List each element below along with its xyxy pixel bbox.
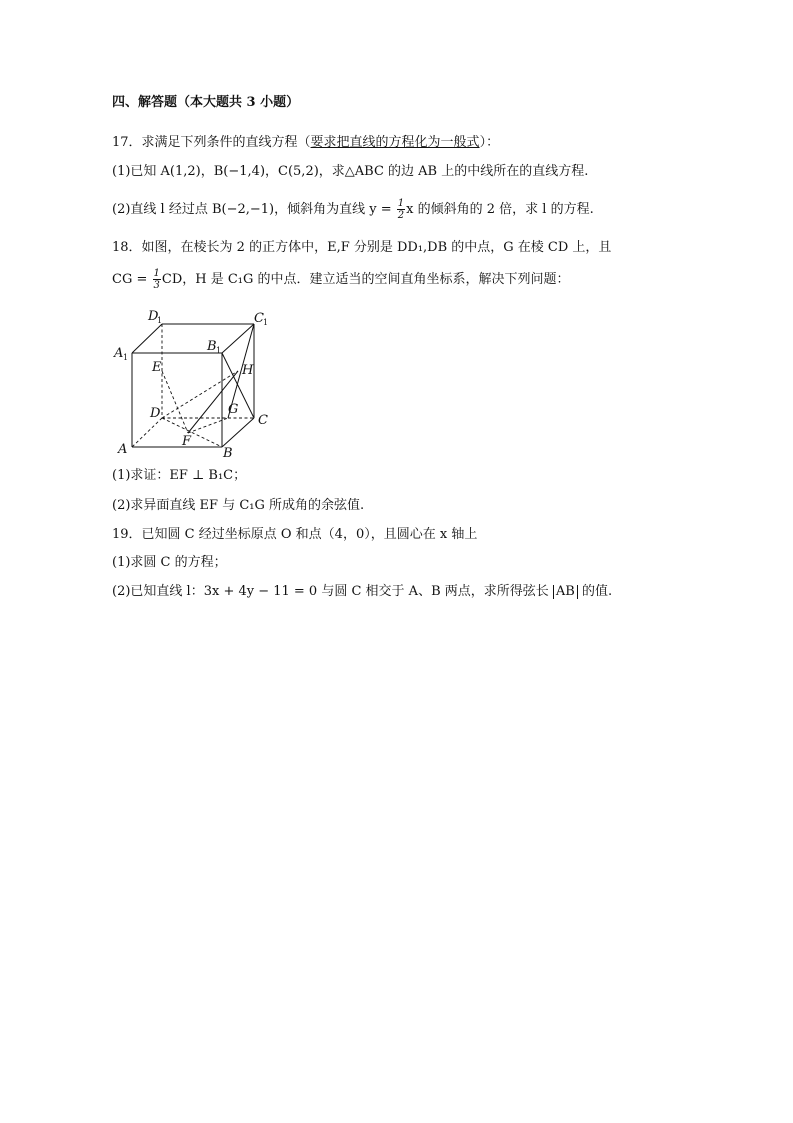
label-b1: B	[207, 339, 217, 354]
label-a1-sub: 1	[123, 353, 129, 362]
edge-d-a-hidden	[132, 418, 162, 447]
q18-fraction	[153, 268, 161, 291]
q18-line2	[112, 268, 570, 291]
q18-part2: (2)求异面直线 EF 与 C₁G 所成角的余弦值.	[112, 498, 365, 513]
q17-part1: (1)已知 A(1,2)，B(−1,4)，C(5,2)，求△ABC 的边 AB 上的中线所在的直线方程.	[112, 164, 589, 179]
label-c: C	[258, 413, 268, 428]
label-d1-sub: 1	[157, 316, 163, 325]
q19-stem: 19．已知圆 C 经过坐标原点 O 和点（4，0），且圆心在 x 轴上	[112, 527, 478, 542]
diagonal-d-b	[162, 418, 222, 447]
q17-suffix: ）：	[479, 135, 500, 150]
q18-line2-after: CD，H 是 C₁G 的中点．建立适当的空间直角坐标系，解决下列问题：	[161, 272, 570, 287]
label-e: E	[152, 360, 162, 375]
label-d1: D	[148, 309, 159, 324]
label-h: H	[242, 363, 254, 378]
section-heading: 四、解答题（本大题共 3 小题）	[112, 95, 300, 110]
q17-fraction	[397, 198, 405, 221]
edge-c1-b1	[222, 324, 254, 353]
q17-part2-after: x 的倾斜角的 2 倍，求 l 的方程.	[406, 202, 594, 217]
edge-c-b	[222, 418, 254, 447]
q19-part2-before: (2)已知直线 l：3x + 4y − 11 = 0 与圆 C 相交于 A、B 两点，求所得弦长	[112, 584, 553, 599]
segment-e-f	[162, 371, 188, 433]
q19-chord-length: AB	[553, 585, 578, 599]
label-c1: C	[254, 311, 264, 326]
label-c1-sub: 1	[263, 318, 269, 327]
q19-part2-after: 的值.	[577, 584, 613, 599]
q19-part1: (1)求圆 C 的方程；	[112, 555, 227, 570]
label-d: D	[150, 406, 161, 421]
q19-part2	[112, 582, 612, 602]
q18-fraction-denominator: 3	[153, 280, 160, 291]
label-f: F	[182, 434, 192, 449]
q18-line2-before: CG =	[112, 272, 152, 287]
segment-d-h	[162, 371, 238, 418]
edge-a1-d1	[132, 324, 162, 353]
q17-underlined-requirement: 要求把直线的方程化为一般式	[310, 135, 480, 150]
q18-part1: (1)求证：EF ⊥ B₁C；	[112, 468, 247, 483]
label-a: A	[118, 442, 128, 457]
q17-prefix: 17．求满足下列条件的直线方程（	[112, 135, 311, 150]
q17-fraction-denominator: 2	[397, 210, 405, 221]
cube-figure	[110, 305, 280, 461]
label-b: B	[223, 446, 233, 461]
q17-stem	[112, 133, 499, 153]
q17-fraction-numerator: 1	[397, 198, 405, 209]
q17-part2	[112, 198, 594, 221]
q18-fraction-numerator: 1	[153, 268, 160, 279]
label-b1-sub: 1	[216, 346, 222, 355]
label-a1: A	[114, 346, 124, 361]
label-g: G	[228, 402, 239, 417]
q17-part2-before: (2)直线 l 经过点 B(−2,−1)，倾斜角为直线 y =	[112, 202, 396, 217]
q18-line1: 18．如图，在棱长为 2 的正方体中，E,F 分别是 DD₁,DB 的中点，G 在棱 CD 上，且	[112, 240, 612, 255]
